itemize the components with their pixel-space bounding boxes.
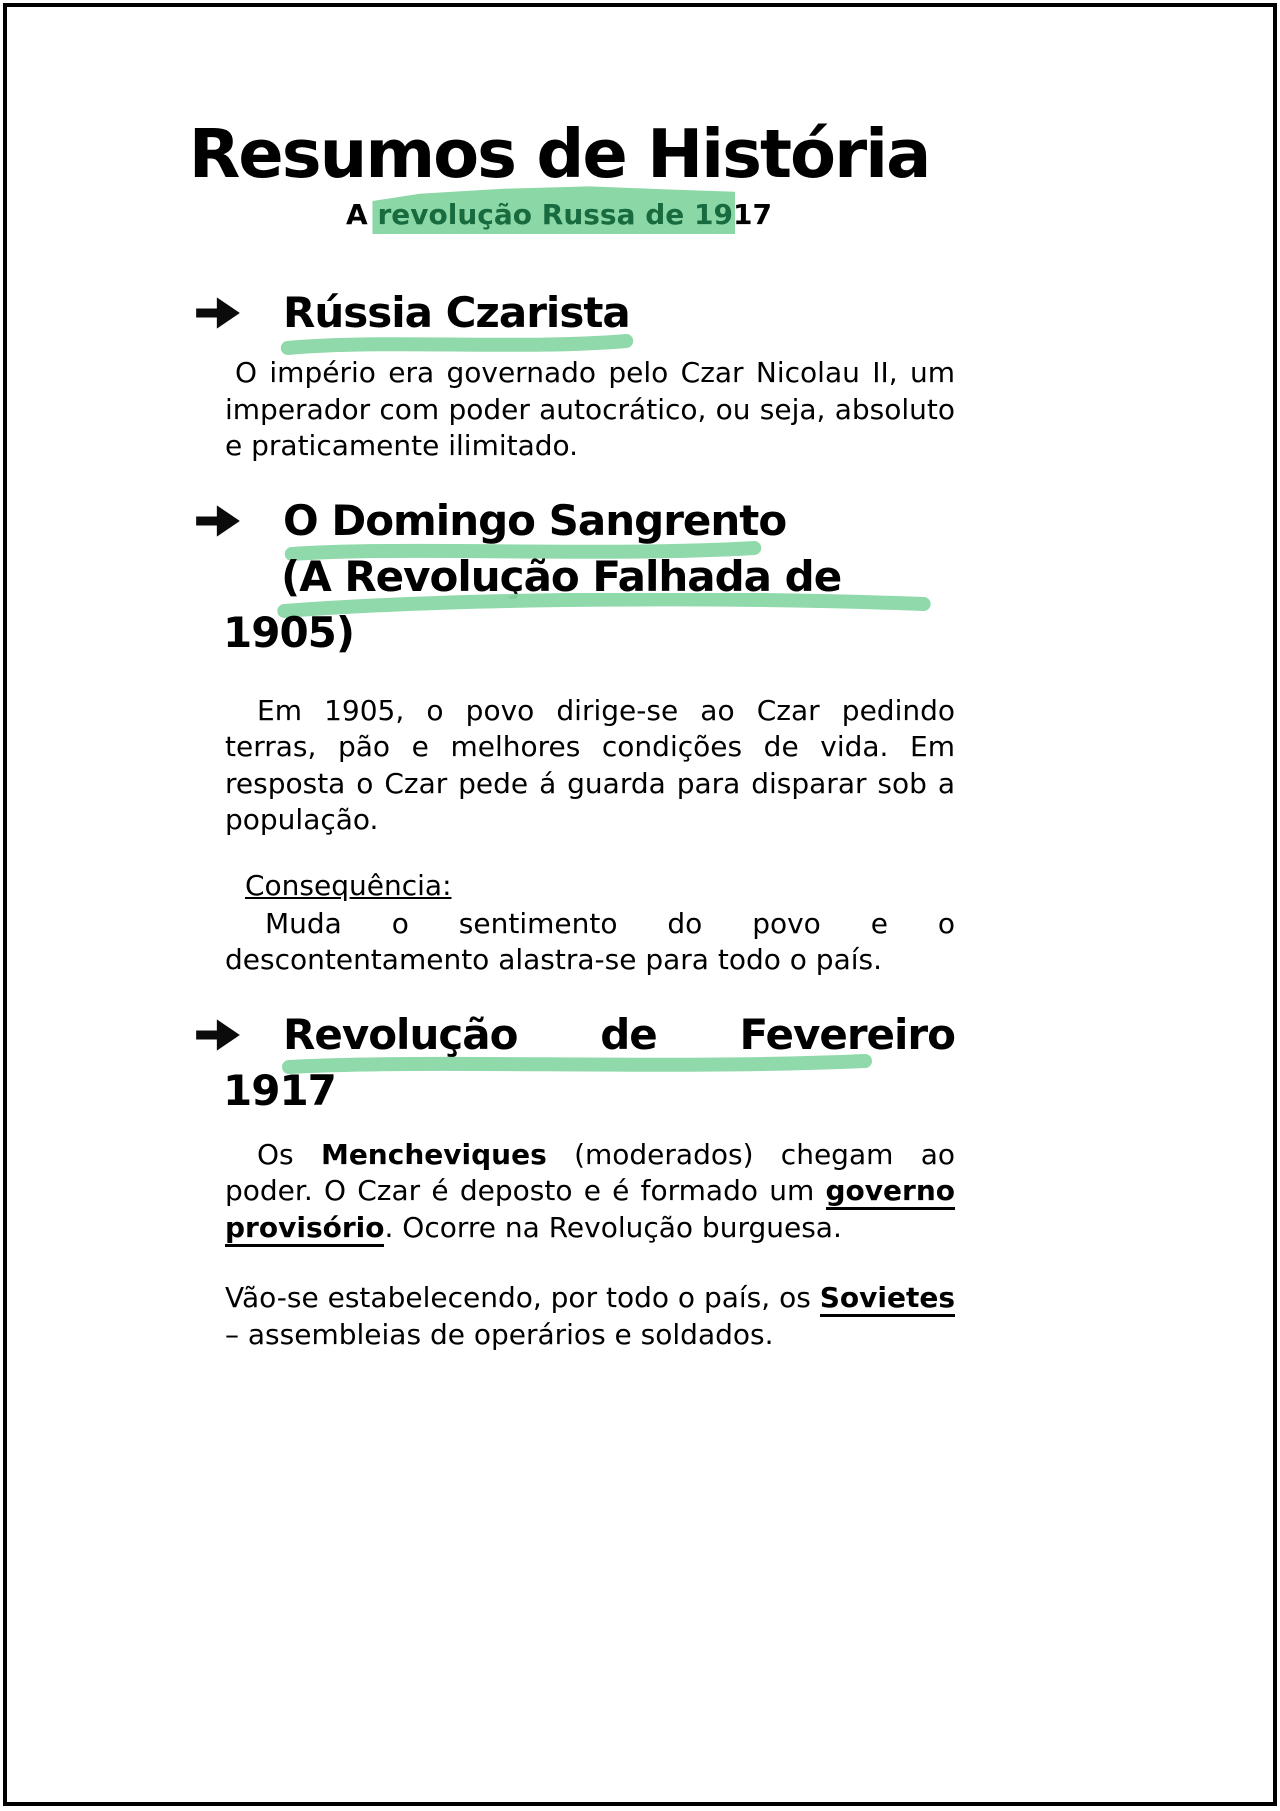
heading-word-2: de (600, 1009, 657, 1059)
bold-underlined-term-sovietes: Sovietes (820, 1281, 955, 1317)
paragraph-text: Vão-se estabelecendo, por todo o país, os (225, 1281, 820, 1315)
paragraph-text: – assembleias de operários e soldados. (225, 1317, 774, 1351)
section-heading-line2 (163, 549, 955, 605)
paragraph-text: (moderados) chegam ao poder. O Czar é deposto e é formado um (225, 1137, 955, 1208)
section-revolucao-fevereiro (163, 1007, 955, 1354)
bold-term-mencheviques: Mencheviques (320, 1137, 547, 1171)
subtitle-highlighted-text: revolução Russa de 19 (377, 198, 733, 232)
section-paragraph-2 (225, 1280, 955, 1353)
section-russia-czarista (163, 285, 955, 465)
consequence-label: Consequência: (245, 868, 452, 902)
arrow-bullet-icon (195, 502, 241, 540)
section-domingo-sangrento (163, 493, 955, 979)
subtitle-prefix: A (346, 198, 378, 232)
section-paragraph-1 (225, 1137, 955, 1247)
section-heading-row (163, 285, 955, 341)
heading-text-line3: 1905) (223, 607, 355, 657)
subtitle-suffix: 17 (732, 198, 772, 232)
heading-text-line1: O Domingo Sangrento (283, 495, 787, 545)
heading-word-1: Revolução (283, 1009, 518, 1059)
heading-word-3: Fevereiro (739, 1009, 955, 1059)
section-heading-line3 (163, 605, 955, 661)
section-heading-line1 (163, 493, 955, 549)
paragraph-text: Os (257, 1137, 321, 1171)
bold-underlined-term-governo-provisorio: governo provisório (225, 1174, 955, 1247)
section-heading: Rússia Czarista (283, 288, 630, 338)
section-heading-line1 (163, 1007, 955, 1063)
section-heading-line2 (163, 1063, 955, 1119)
heading-justified-line (283, 1007, 955, 1063)
page-subtitle (163, 198, 955, 231)
notes-page (163, 0, 955, 1353)
heading-text-line2: 1917 (223, 1065, 336, 1115)
consequence-paragraph: Muda o sentimento do povo e o descontentamento alastra-se para todo o país. (225, 906, 955, 977)
arrow-bullet-icon (195, 1016, 241, 1054)
section-paragraph: Em 1905, o povo dirige-se ao Czar pedindo terras, pão e melhores condições de vida. Em resposta o Czar pede á guarda para disparar sob a população. (225, 693, 955, 837)
section-paragraph: O império era governado pelo Czar Nicolau II, um imperador com poder autocrático, ou seja, absoluto e praticamente ilimitado. (225, 356, 955, 463)
page-title: Resumos de História (188, 115, 930, 193)
heading-text-line2: (A Revolução Falhada de (281, 551, 842, 601)
arrow-bullet-icon (195, 294, 241, 332)
paragraph-text: . Ocorre na Revolução burguesa. (384, 1210, 842, 1244)
